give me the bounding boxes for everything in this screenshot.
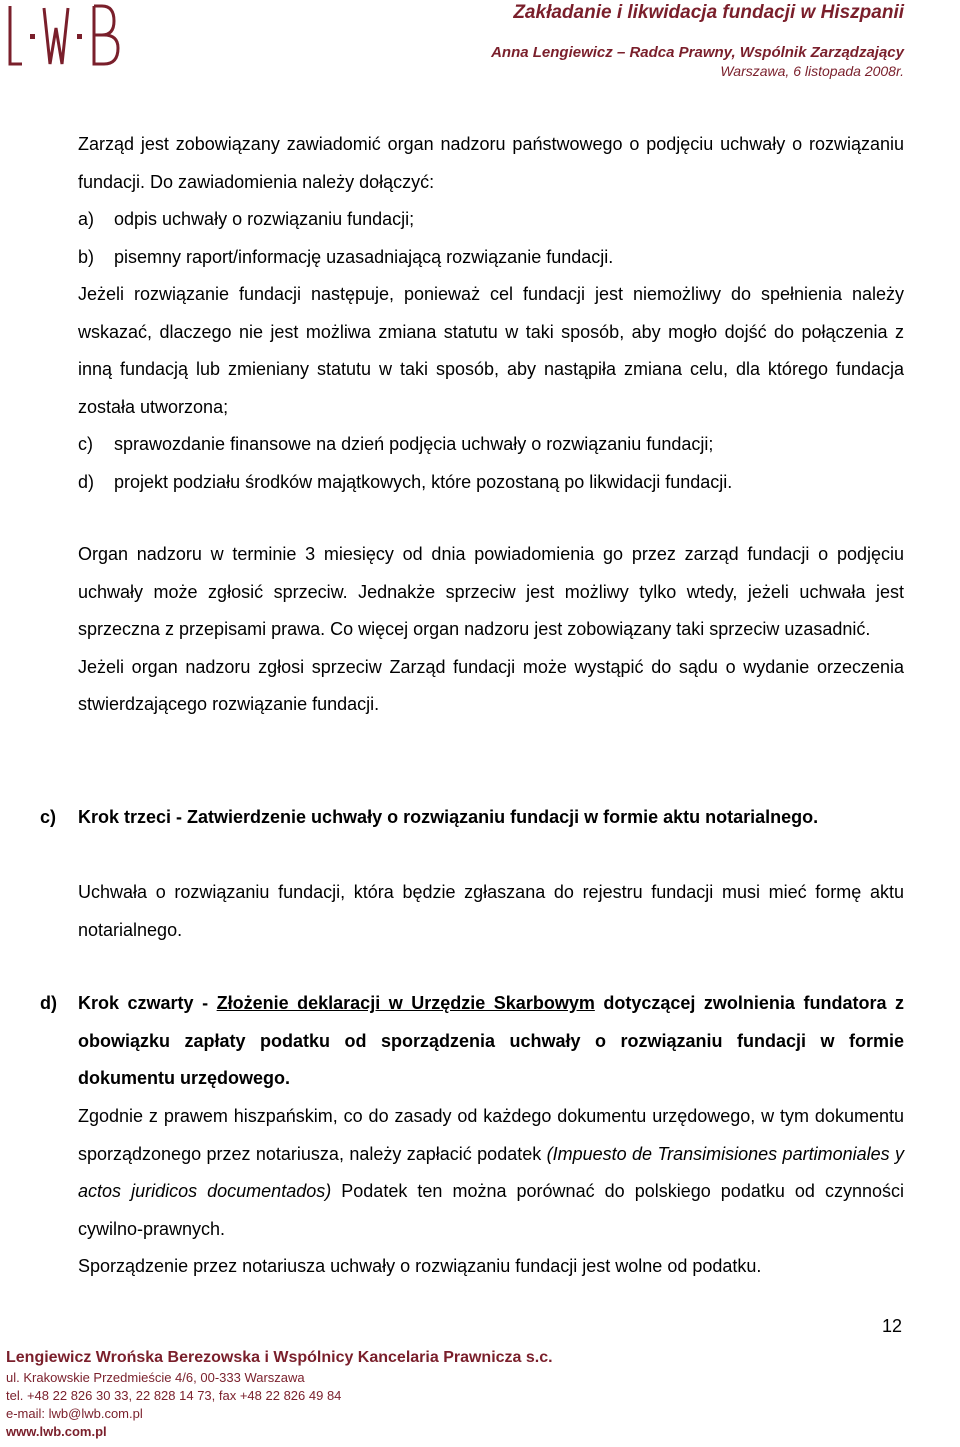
section-label: d) bbox=[40, 993, 57, 1013]
list-item bbox=[78, 201, 904, 239]
document-date: Warszawa, 6 listopada 2008r. bbox=[720, 63, 904, 79]
paragraph: Jeżeli rozwiązanie fundacji następuje, ponieważ cel fundacji jest niemożliwy do spełnienia należy wskazać, dlaczego nie jest możliwa zmiana statutu w taki sposób, aby mogło dojść do połączenia z inną fundacją lub zmieniany statutu w taki sposób, aby nastąpiła zmiana celu, dla którego fundacja została utworzona; bbox=[78, 284, 904, 417]
section-heading-c bbox=[40, 799, 904, 837]
paragraph-group bbox=[78, 536, 904, 724]
list-label: b) bbox=[78, 246, 95, 267]
paragraph: Jeżeli organ nadzoru zgłosi sprzeciw Zarząd fundacji może wystąpić do sądu o wydanie orzeczenia stwierdzającego rozwiązanie fundacji. bbox=[78, 656, 904, 714]
list-text: sprawozdanie finansowe na dzień podjęcia uchwały o rozwiązaniu fundacji; bbox=[114, 434, 714, 454]
list-item bbox=[78, 426, 904, 464]
footer-address: ul. Krakowskie Przedmieście 4/6, 00-333 Warszawa bbox=[6, 1370, 305, 1385]
list-label: a) bbox=[78, 209, 95, 229]
list-item bbox=[78, 239, 904, 277]
list-text: projekt podziału środków majątkowych, które pozostaną po likwidacji fundacji. bbox=[114, 471, 733, 492]
lwb-logo bbox=[6, 4, 126, 68]
paragraph-group bbox=[78, 1098, 904, 1286]
paragraph: Zarząd jest zobowiązany zawiadomić organ nadzoru państwowego o podjęciu uchwały o rozwiązaniu fundacji. Do zawiadomienia należy dołączyć: bbox=[78, 134, 904, 192]
footer bbox=[6, 1347, 553, 1441]
list-item bbox=[78, 464, 904, 502]
section-heading-text: Krok czwarty - Złożenie deklaracji w Urzędzie Skarbowym dotyczącej zwolnienia fundatora z obowiązku zapłaty podatku od sporządzenia uchwały o rozwiązaniu fundacji w formie dokumentu urzędowego. bbox=[78, 993, 904, 1088]
list-label: c) bbox=[78, 434, 93, 454]
paragraph: Sporządzenie przez notariusza uchwały o rozwiązaniu fundacji jest wolne od podatku. bbox=[78, 1256, 762, 1276]
footer-web: www.lwb.com.pl bbox=[6, 1424, 107, 1439]
footer-email: e-mail: lwb@lwb.com.pl bbox=[6, 1406, 143, 1421]
paragraph-group bbox=[78, 126, 904, 501]
document-title: Zakładanie i likwidacja fundacji w Hiszpanii bbox=[513, 2, 904, 23]
paragraph-group bbox=[78, 874, 904, 949]
footer-phone: tel. +48 22 826 30 33, 22 828 14 73, fax +48 22 826 49 84 bbox=[6, 1388, 342, 1403]
italic-term: (Impuesto de Transimisiones partimoniales y actos juridicos documentados) bbox=[78, 1143, 904, 1201]
document-author: Anna Lengiewicz – Radca Prawny, Wspólnik Zarządzający bbox=[491, 44, 904, 61]
paragraph: Uchwała o rozwiązaniu fundacji, która będzie zgłaszana do rejestru fundacji musi mieć formę aktu notarialnego. bbox=[78, 882, 904, 940]
list-text: odpis uchwały o rozwiązaniu fundacji; bbox=[114, 209, 415, 229]
footer-firm: Lengiewicz Wrońska Berezowska i Wspólnicy Kancelaria Prawnicza s.c. bbox=[6, 1349, 553, 1366]
section-label: c) bbox=[40, 807, 57, 827]
list-label: d) bbox=[78, 471, 95, 492]
underlined-heading-part: Złożenie deklaracji w Urzędzie Skarbowym bbox=[216, 993, 595, 1013]
section-heading-text: Krok trzeci - Zatwierdzenie uchwały o rozwiązaniu fundacji w formie aktu notarialnego. bbox=[78, 807, 819, 827]
section-heading-d bbox=[40, 985, 904, 1098]
page-number: 12 bbox=[881, 1316, 902, 1336]
paragraph: Zgodnie z prawem hiszpańskim, co do zasady od każdego dokumentu urzędowego, w tym dokumentu sporządzonego przez notariusza, należy zapłacić podatek (Impuesto de Transimisiones partimoniales y actos juridicos documentados) Podatek ten można porównać do polskiego podatku od czynności cywilno-prawnych. bbox=[78, 1106, 905, 1239]
list-text: pisemny raport/informację uzasadniającą rozwiązanie fundacji. bbox=[114, 246, 614, 267]
paragraph: Organ nadzoru w terminie 3 miesięcy od dnia powiadomienia go przez zarząd fundacji o podjęciu uchwały może zgłosić sprzeciw. Jednakże sprzeciw jest możliwy tylko wtedy, jeżeli uchwała jest sprzeczna z przepisami prawa. Co więcej organ nadzoru jest zobowiązany taki sprzeciw uzasadnić. bbox=[78, 544, 904, 639]
